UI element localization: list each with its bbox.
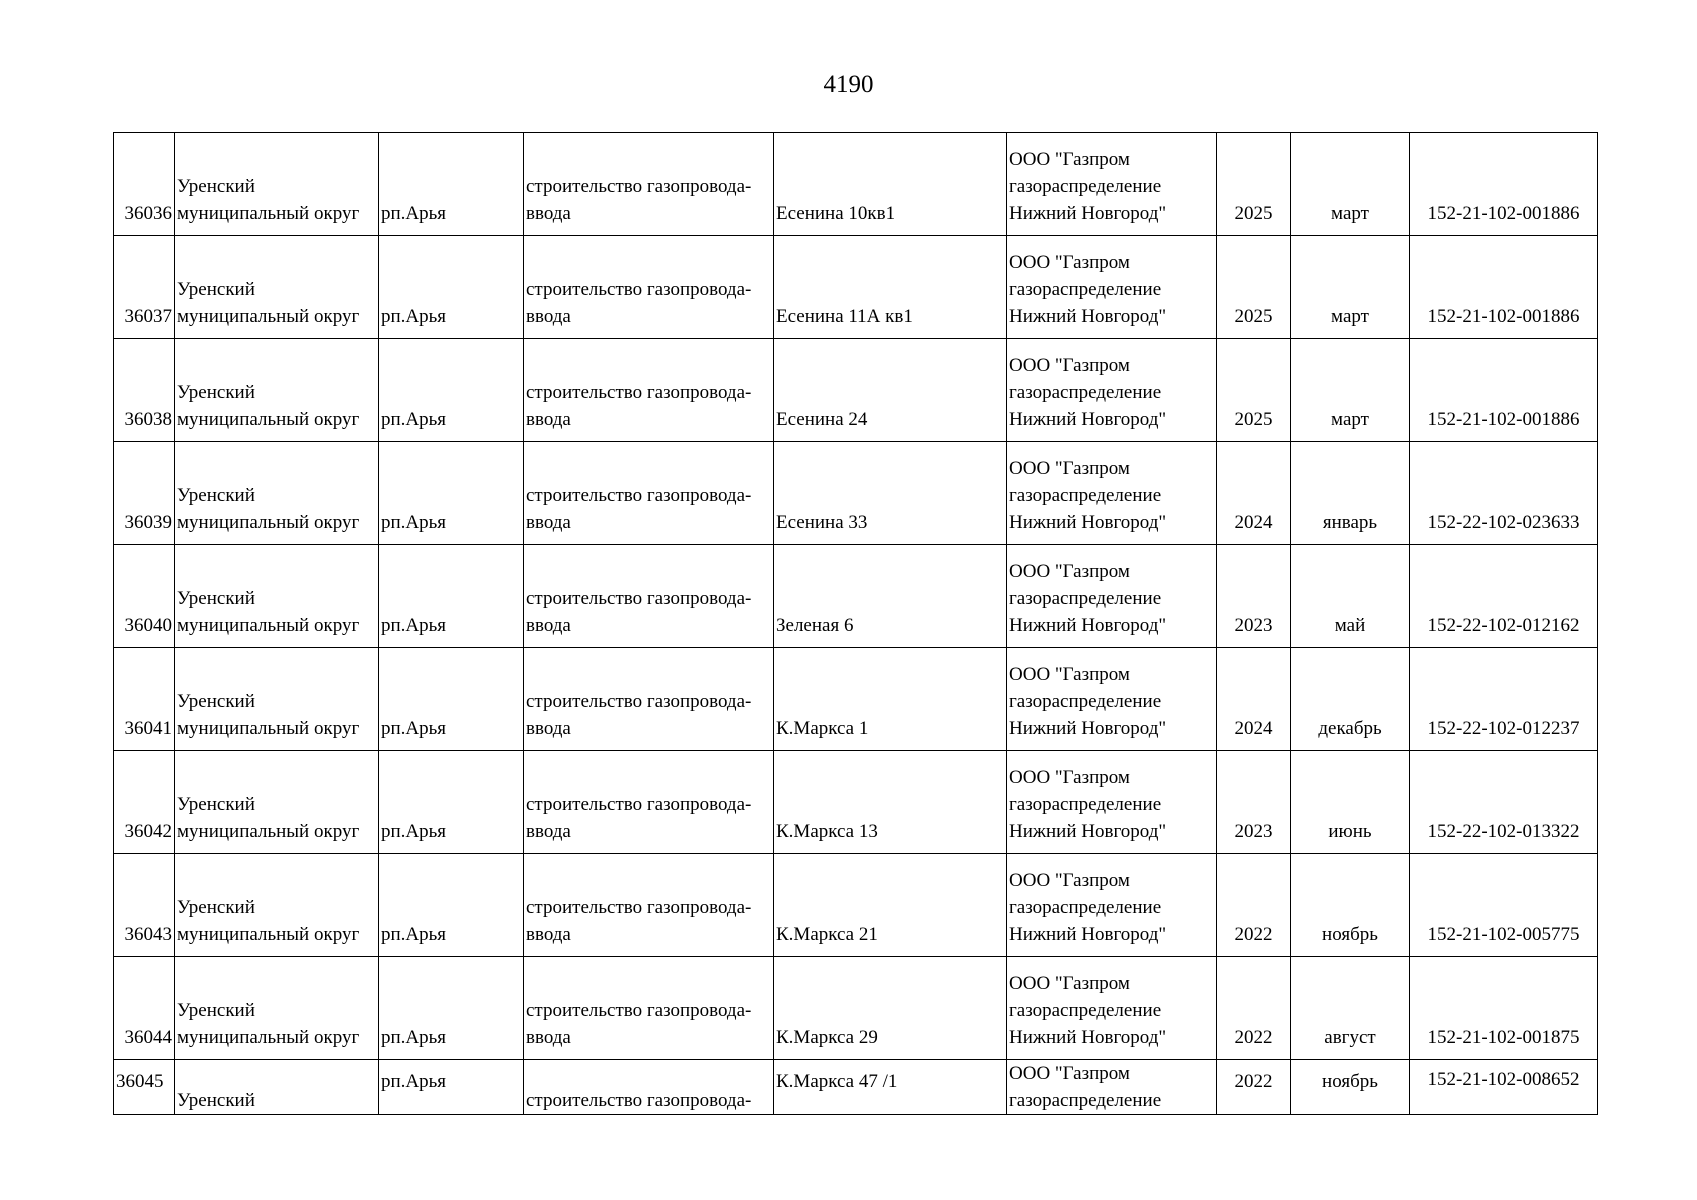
work-type-cell: строительство газопровода-ввода (524, 133, 774, 236)
district-cell: Уренский муниципальный округ (175, 648, 379, 751)
address-cell: Есенина 33 (774, 442, 1007, 545)
row-number-cell: 36041 (114, 648, 175, 751)
settlement-cell: рп.Арья (379, 854, 524, 957)
table-row (114, 545, 1598, 648)
district-cell: Уренский муниципальный округ (175, 751, 379, 854)
year-cell: 2025 (1217, 133, 1291, 236)
settlement-cell: рп.Арья (379, 957, 524, 1060)
district-cell: Уренский муниципальный округ (175, 133, 379, 236)
district-cell: Уренский муниципальный округ (175, 339, 379, 442)
page-number: 4190 (823, 71, 874, 98)
work-type-cell: строительство газопровода-ввода (524, 442, 774, 545)
code-cell: 152-21-102-008652 (1410, 1060, 1598, 1115)
organization-cell: ООО "Газпром газораспределение Нижний Новгород" (1007, 545, 1217, 648)
address-cell: К.Маркса 47 /1 (774, 1060, 1007, 1115)
table-row (114, 957, 1598, 1060)
row-number-cell: 36038 (114, 339, 175, 442)
organization-cell: ООО "Газпром газораспределение Нижний Новгород" (1007, 854, 1217, 957)
row-number-cell: 36036 (114, 133, 175, 236)
month-cell: март (1291, 236, 1410, 339)
code-cell: 152-21-102-001886 (1410, 339, 1598, 442)
year-cell: 2023 (1217, 545, 1291, 648)
table-row (114, 133, 1598, 236)
year-cell: 2022 (1217, 1060, 1291, 1115)
month-cell: август (1291, 957, 1410, 1060)
organization-cell: ООО "Газпром газораспределение Нижний Новгород" (1007, 236, 1217, 339)
organization-cell: ООО "Газпром газораспределение (1007, 1060, 1217, 1115)
month-cell: март (1291, 339, 1410, 442)
month-cell: январь (1291, 442, 1410, 545)
district-cell: Уренский (175, 1060, 379, 1115)
district-cell: Уренский муниципальный округ (175, 957, 379, 1060)
work-type-cell: строительство газопровода-ввода (524, 339, 774, 442)
organization-cell: ООО "Газпром газораспределение Нижний Новгород" (1007, 133, 1217, 236)
work-type-cell: строительство газопровода-ввода (524, 236, 774, 339)
table-row (114, 1060, 1598, 1115)
settlement-cell: рп.Арья (379, 751, 524, 854)
address-cell: К.Маркса 13 (774, 751, 1007, 854)
address-cell: К.Маркса 29 (774, 957, 1007, 1060)
month-cell: ноябрь (1291, 1060, 1410, 1115)
code-cell: 152-22-102-012237 (1410, 648, 1598, 751)
gasification-register-table (113, 132, 1598, 1115)
row-number-cell: 36045 (114, 1060, 175, 1115)
table-row (114, 339, 1598, 442)
code-cell: 152-22-102-012162 (1410, 545, 1598, 648)
district-cell: Уренский муниципальный округ (175, 545, 379, 648)
code-cell: 152-21-102-001875 (1410, 957, 1598, 1060)
row-number-cell: 36040 (114, 545, 175, 648)
row-number-cell: 36037 (114, 236, 175, 339)
organization-cell: ООО "Газпром газораспределение Нижний Новгород" (1007, 339, 1217, 442)
month-cell: май (1291, 545, 1410, 648)
work-type-cell: строительство газопровода-ввода (524, 957, 774, 1060)
year-cell: 2025 (1217, 339, 1291, 442)
address-cell: К.Маркса 21 (774, 854, 1007, 957)
address-cell: К.Маркса 1 (774, 648, 1007, 751)
district-cell: Уренский муниципальный округ (175, 236, 379, 339)
code-cell: 152-21-102-001886 (1410, 236, 1598, 339)
table-row (114, 854, 1598, 957)
settlement-cell: рп.Арья (379, 648, 524, 751)
work-type-cell: строительство газопровода-ввода (524, 648, 774, 751)
code-cell: 152-21-102-005775 (1410, 854, 1598, 957)
code-cell: 152-22-102-013322 (1410, 751, 1598, 854)
address-cell: Есенина 24 (774, 339, 1007, 442)
organization-cell: ООО "Газпром газораспределение Нижний Новгород" (1007, 751, 1217, 854)
district-cell: Уренский муниципальный округ (175, 442, 379, 545)
work-type-cell: строительство газопровода-ввода (524, 854, 774, 957)
table-row (114, 648, 1598, 751)
month-cell: ноябрь (1291, 854, 1410, 957)
organization-cell: ООО "Газпром газораспределение Нижний Новгород" (1007, 442, 1217, 545)
work-type-cell: строительство газопровода-ввода (524, 751, 774, 854)
row-number-cell: 36042 (114, 751, 175, 854)
year-cell: 2024 (1217, 648, 1291, 751)
settlement-cell: рп.Арья (379, 1060, 524, 1115)
address-cell: Зеленая 6 (774, 545, 1007, 648)
code-cell: 152-21-102-001886 (1410, 133, 1598, 236)
year-cell: 2022 (1217, 854, 1291, 957)
settlement-cell: рп.Арья (379, 545, 524, 648)
table-body (114, 133, 1598, 1115)
month-cell: март (1291, 133, 1410, 236)
table-row (114, 442, 1598, 545)
row-number-cell: 36044 (114, 957, 175, 1060)
settlement-cell: рп.Арья (379, 236, 524, 339)
settlement-cell: рп.Арья (379, 339, 524, 442)
row-number-cell: 36043 (114, 854, 175, 957)
year-cell: 2024 (1217, 442, 1291, 545)
settlement-cell: рп.Арья (379, 133, 524, 236)
address-cell: Есенина 10кв1 (774, 133, 1007, 236)
table-row (114, 236, 1598, 339)
district-cell: Уренский муниципальный округ (175, 854, 379, 957)
year-cell: 2025 (1217, 236, 1291, 339)
address-cell: Есенина 11А кв1 (774, 236, 1007, 339)
code-cell: 152-22-102-023633 (1410, 442, 1598, 545)
row-number-cell: 36039 (114, 442, 175, 545)
year-cell: 2022 (1217, 957, 1291, 1060)
month-cell: июнь (1291, 751, 1410, 854)
month-cell: декабрь (1291, 648, 1410, 751)
work-type-cell: строительство газопровода- (524, 1060, 774, 1115)
organization-cell: ООО "Газпром газораспределение Нижний Новгород" (1007, 957, 1217, 1060)
organization-cell: ООО "Газпром газораспределение Нижний Новгород" (1007, 648, 1217, 751)
settlement-cell: рп.Арья (379, 442, 524, 545)
table-row (114, 751, 1598, 854)
work-type-cell: строительство газопровода-ввода (524, 545, 774, 648)
year-cell: 2023 (1217, 751, 1291, 854)
